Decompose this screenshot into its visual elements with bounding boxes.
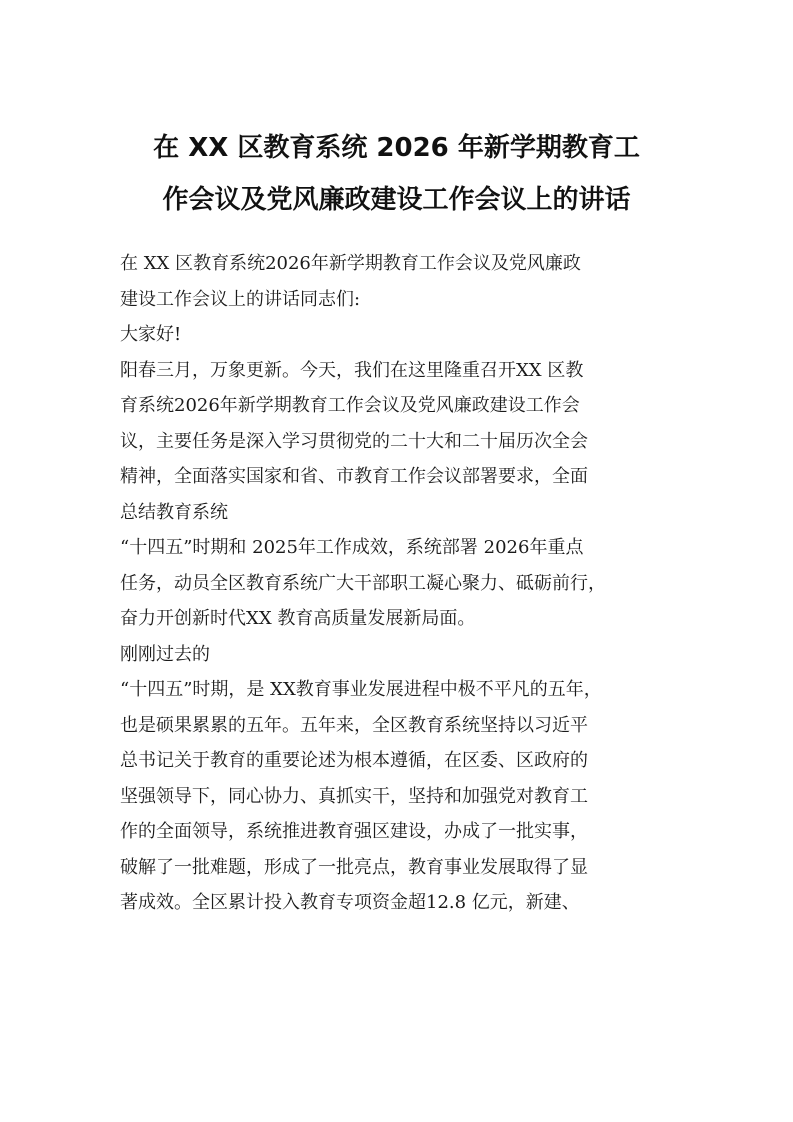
- body-line: 奋力开创新时代XX 教育高质量发展新局面。: [120, 608, 476, 629]
- body-line: 在 XX 区教育系统2026年新学期教育工作会议及党风廉政: [120, 253, 581, 274]
- body-line: 刚刚过去的: [120, 643, 210, 665]
- document-title: [100, 122, 693, 226]
- body-line: 也是硕果累累的五年。五年来，全区教育系统坚持以习近平: [120, 714, 588, 736]
- body-line: 坚强领导下，同心协力、真抓实干，坚持和加强党对教育工: [120, 785, 588, 807]
- body-line: 精神，全面落实国家和省、市教育工作会议部署要求，全面: [120, 466, 588, 487]
- title-line: 作会议及党风廉政建设工作会议上的讲话: [162, 185, 631, 215]
- body-line: 破解了一批难题，形成了一批亮点，教育事业发展取得了显: [120, 856, 588, 878]
- title-line: 在 XX 区教育系统 2026 年新学期教育工: [153, 133, 640, 163]
- body-line: 著成效。全区累计投入教育专项资金超12.8 亿元，新建、: [120, 892, 580, 913]
- body-line: “十四五”时期和 2025年工作成效，系统部署 2026年重点: [120, 537, 584, 558]
- body-line: 作的全面领导，系统推进教育强区建设，办成了一批实事，: [120, 821, 588, 842]
- body-line: 议，主要任务是深入学习贯彻党的二十大和二十届历次全会: [120, 430, 588, 452]
- body-line: 任务，动员全区教育系统广大干部职工凝心聚力、砥砺前行，: [120, 572, 606, 594]
- body-line: 总书记关于教育的重要论述为根本遵循，在区委、区政府的: [120, 750, 588, 771]
- body-line: 总结教育系统: [120, 501, 228, 523]
- body-line: 阳春三月，万象更新。今天，我们在这里隆重召开XX 区教: [120, 359, 584, 381]
- body-line: “十四五”时期，是 XX教育事业发展进程中极不平凡的五年，: [120, 679, 602, 700]
- body-line: 育系统2026年新学期教育工作会议及党风廉政建设工作会: [120, 395, 580, 416]
- document-body: [120, 246, 680, 921]
- body-line: 大家好!: [120, 324, 182, 345]
- body-line: 建设工作会议上的讲话同志们:: [120, 288, 361, 310]
